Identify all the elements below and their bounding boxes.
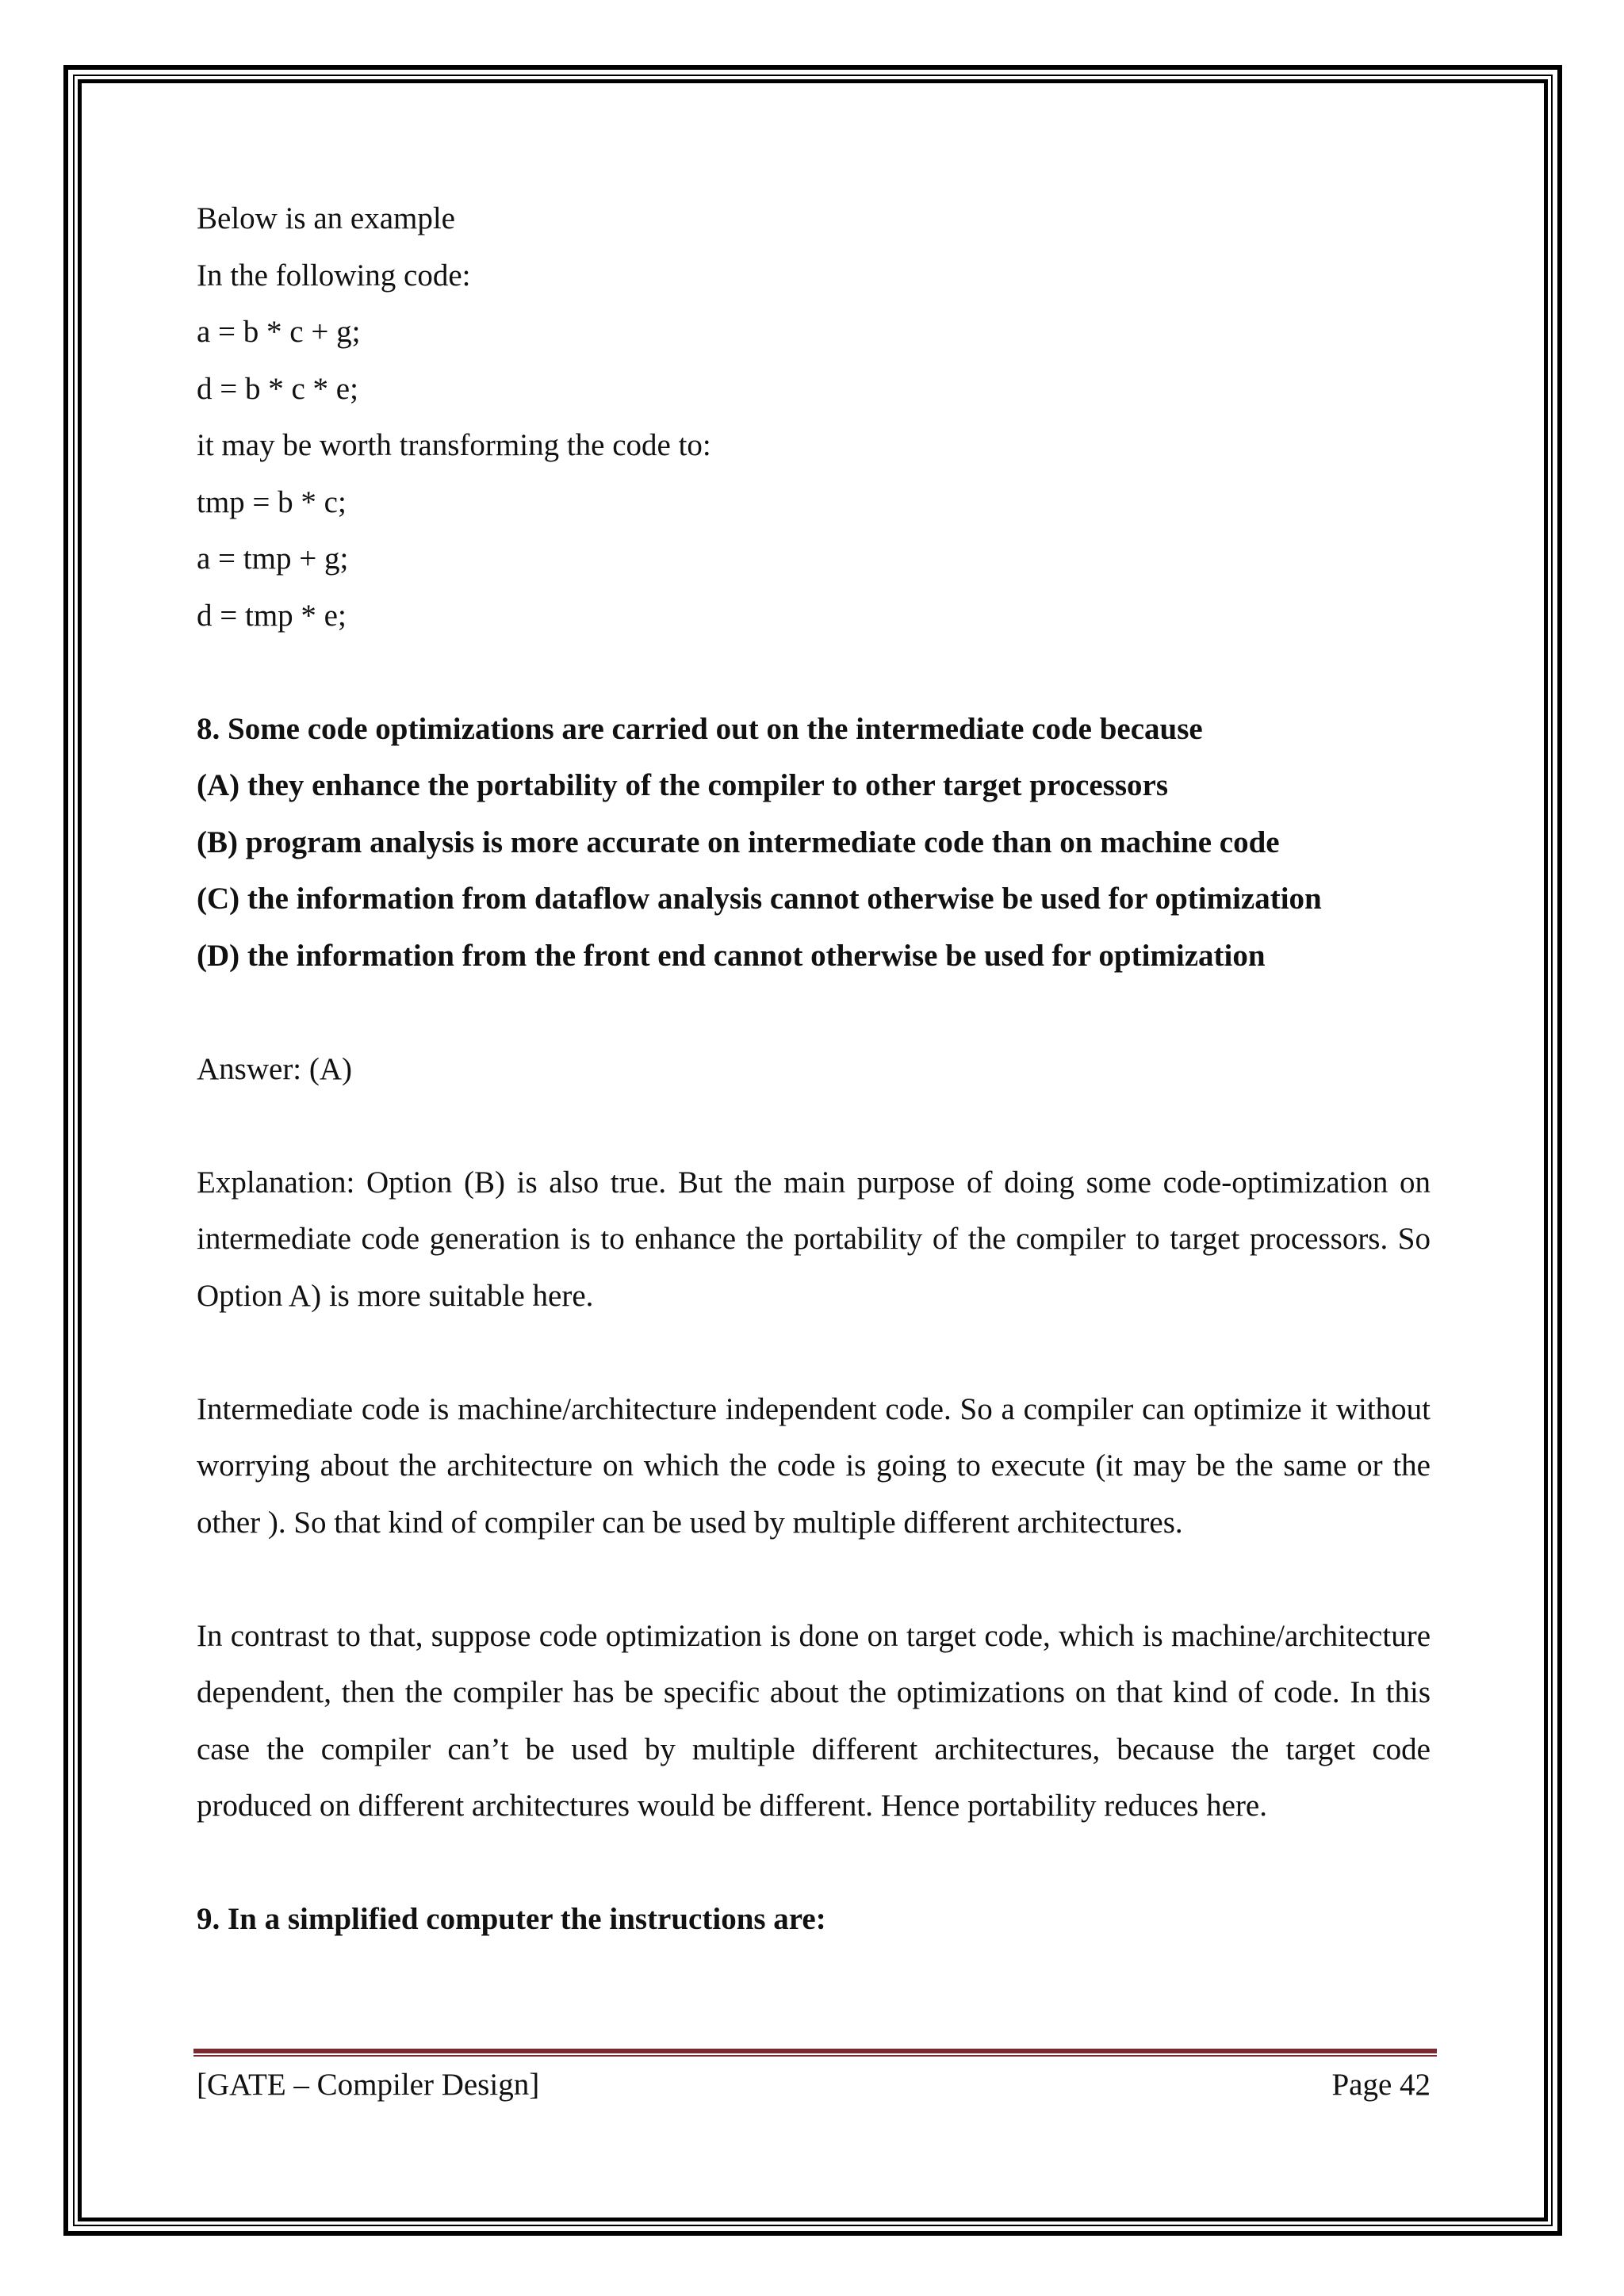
code-line: d = b * c * e; bbox=[197, 371, 358, 406]
answer: Answer: (A) bbox=[197, 1051, 353, 1086]
code-line: d = tmp * e; bbox=[197, 598, 347, 633]
option-c: (C) the information from dataflow analysis cannot otherwise be used for optimization bbox=[197, 882, 1322, 916]
example-lead: In the following code: bbox=[197, 258, 471, 293]
question-9-stem: 9. In a simplified computer the instructions are: bbox=[197, 1902, 826, 1936]
footer-rule-thin bbox=[193, 2055, 1437, 2057]
explanation-text: In contrast to that, suppose code optimization is done on target code, which is machine/architecture dependent, then the compiler has be specific about the optimizations on that kind of code. In this case the compiler can’t be used by multiple different architectures, because the target code produced on different architectures would be different. Hence portability reduces here. bbox=[197, 1618, 1431, 1823]
explanation-paragraph bbox=[197, 1608, 1431, 1835]
question-stem: 8. Some code optimizations are carried out on the intermediate code because bbox=[197, 711, 1203, 746]
option-a: (A) they enhance the portability of the compiler to other target processors bbox=[197, 768, 1169, 802]
code-example bbox=[197, 190, 1431, 644]
footer-rule bbox=[193, 2049, 1437, 2053]
explanation-paragraph bbox=[197, 1381, 1431, 1552]
question-8 bbox=[197, 701, 1431, 985]
code-line: a = b * c + g; bbox=[197, 315, 361, 349]
example-transition: it may be worth transforming the code to: bbox=[197, 428, 711, 462]
code-line: a = tmp + g; bbox=[197, 541, 349, 576]
explanation-text: Explanation: Option (B) is also true. But the main purpose of doing some code-optimization on intermediate code generation is to enhance the portability of the compiler to target processors. So Option A) is more suitable here. bbox=[197, 1165, 1431, 1313]
explanation-text: Intermediate code is machine/architecture independent code. So a compiler can optimize it without worrying about the architecture on which the code is going to execute (it may be the same or the other ). So that kind of compiler can be used by multiple different architectures. bbox=[197, 1391, 1431, 1540]
option-b: (B) program analysis is more accurate on intermediate code than on machine code bbox=[197, 825, 1280, 859]
page-number: Page 42 bbox=[1331, 2068, 1431, 2102]
option-d: (D) the information from the front end cannot otherwise be used for optimization bbox=[197, 938, 1266, 973]
footer-document-title: [GATE – Compiler Design] bbox=[197, 2068, 540, 2102]
page-content bbox=[197, 190, 1431, 1948]
example-intro: Below is an example bbox=[197, 201, 455, 235]
explanation-paragraph bbox=[197, 1154, 1431, 1325]
code-line: tmp = b * c; bbox=[197, 484, 347, 519]
